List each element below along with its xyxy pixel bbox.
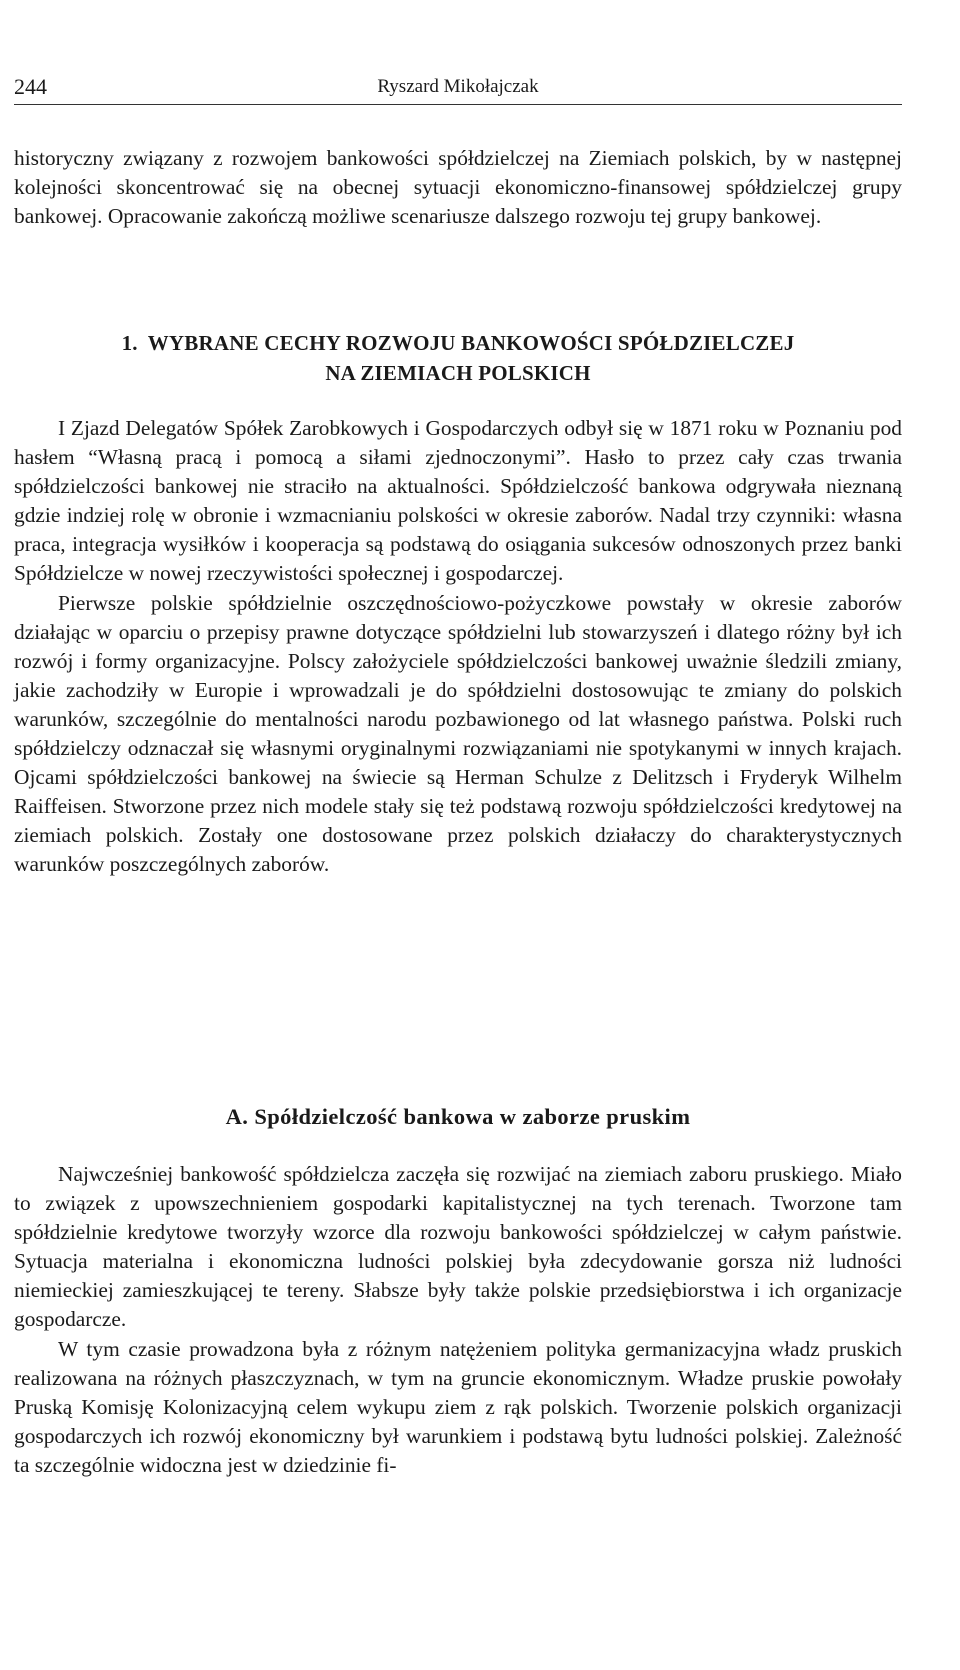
section-a-paragraph: W tym czasie prowadzona była z różnym natężeniem polityka germanizacyjna władz pruskich realizowana na różnych płaszczyznach, w tym na gruncie ekonomicznym. Władze pruskie powołały Pruską Komisję Kolonizacyjną celem wykupu ziem z rąk polskich. Tworzenie polskich organizacji gospodarczych ich rozwój ekonomiczny był warunkiem i podstawą bytu ludności polskiej. Zależność ta szczególnie widoczna jest w dziedzinie fi- xyxy=(14,1336,902,1477)
section-1-number: 1. xyxy=(121,331,138,355)
intro-paragraph: historyczny związany z rozwojem bankowości spółdzielczej na Ziemiach polskich, by w następnej kolejności skoncentrować się na obecnej sytuacji ekonomiczno-finansowej spółdzielczej grupy bankowej. Opracowanie zakończą możliwe scenariusze dalszego rozwoju tej grupy bankowej. xyxy=(14,146,902,229)
section-1-paragraph: I Zjazd Delegatów Spółek Zarobkowych i Gospodarczych odbył się w 1871 roku w Poznaniu pod hasłem “Własną pracą i pomocą a siłami zjednoczonymi”. Hasło to przez cały czas trwania spółdzielczości bankowej nie straciło na aktualności. Spółdzielczość bankowa odgrywała nieznaną gdzie indziej rolę w obronie i wzmacnianiu polskości w okresie zaborów. Nadal trzy czynniki: własna praca, integracja wysiłków i kooperacja są podstawą do osiągania sukcesów odnoszonych przez banki Spółdzielcze w nowej rzeczywistości społecznej i gospodarczej. xyxy=(14,416,902,586)
section-1-body xyxy=(14,414,902,880)
section-1-paragraph: Pierwsze polskie spółdzielnie oszczędnościowo-pożyczkowe powstały w okresie zaborów działając w oparciu o przepisy prawne dotyczące spółdzielni lub stowarzyszeń i dlatego różny był ich rozwój i formy organizacyjne. Polscy założyciele spółdzielczości bankowej uważnie śledzili zmiany, jakie zachodziły w Europie i wprowadzali je do spółdzielni dostosowując te zmiany do polskich warunków, szczególnie do mentalności narodu pozbawionego od lat własnego państwa. Polski ruch spółdzielczy odznaczał się własnymi oryginalnymi rozwiązaniami nie spotykanymi w innych krajach. Ojcami spółdzielczości bankowej na świecie są Herman Schulze z Delitzsch i Fryderyk Wilhelm Raiffeisen. Stworzone przez nich modele stały się też podstawą rozwoju spółdzielczości kredytowej na ziemiach polskich. Zostały one dostosowane przez polskich działaczy do charakterystycznych warunków poszczególnych zaborów. xyxy=(14,590,902,877)
intro-paragraph-block xyxy=(14,144,902,231)
section-a-heading: A. Spółdzielczość bankowa w zaborze pruskim xyxy=(225,1104,691,1129)
section-1-title-text: WYBRANE CECHY ROZWOJU BANKOWOŚCI SPÓŁDZIELCZEJ xyxy=(147,331,795,355)
section-1-title-line1 xyxy=(14,328,902,358)
running-head-author: Ryszard Mikołajczak xyxy=(377,76,539,97)
page-number: 244 xyxy=(14,74,47,99)
section-a-body xyxy=(14,1160,902,1480)
section-1-heading xyxy=(14,328,902,388)
section-a-paragraph: Najwcześniej bankowość spółdzielcza zaczęła się rozwijać na ziemiach zaboru pruskiego. Miało to związek z upowszechnieniem gospodarki kapitalistycznej na tych terenach. Tworzone tam spółdzielnie kredytowe tworzyły wzorce dla rozwoju bankowości spółdzielczej w całym państwie. Sytuacja materialna i ekonomiczna ludności polskiej była zdecydowanie gorsza niż ludności niemieckiej zamieszkującej te tereny. Słabsze były także polskie przedsiębiorstwa i ich organizacje gospodarcze. xyxy=(14,1162,902,1332)
page-header xyxy=(14,74,902,105)
section-1-title-line2: NA ZIEMIACH POLSKICH xyxy=(325,361,591,385)
